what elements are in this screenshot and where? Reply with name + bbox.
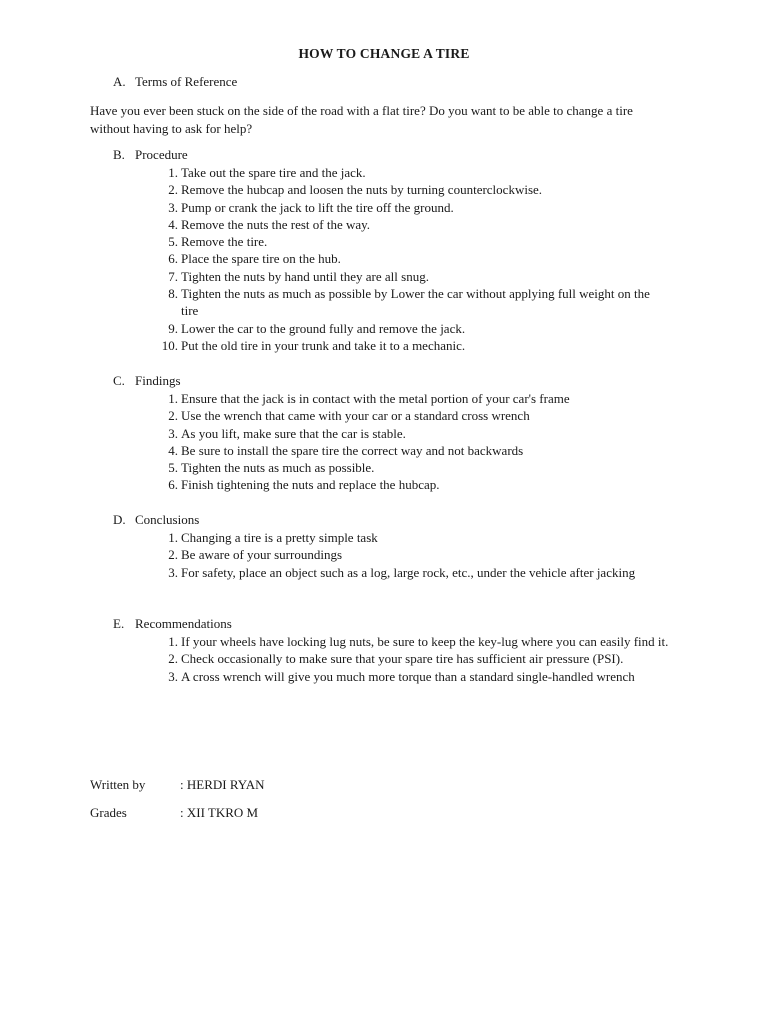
grades-row xyxy=(90,805,258,821)
list-item-text: Changing a tire is a pretty simple task xyxy=(181,530,378,545)
list-item xyxy=(156,320,676,337)
list-item-number: 6. xyxy=(168,251,178,267)
list-item xyxy=(156,199,676,216)
list-item-number: 7. xyxy=(168,268,178,284)
list-item-number: 3. xyxy=(168,564,178,580)
list-item-text: Tighten the nuts as much as possible. xyxy=(181,460,375,476)
list-item xyxy=(156,476,676,493)
list-item-number: 10. xyxy=(161,337,178,353)
list-item-text: For safety, place an object such as a log, large rock, etc., under the vehicle after jacking xyxy=(181,564,636,580)
section-b-letter: B. xyxy=(113,147,125,162)
list-item-text: Put the old tire in your trunk and take it to a mechanic. xyxy=(181,337,466,353)
list-item-number: 2. xyxy=(168,547,178,563)
written-by-label: Written by xyxy=(90,777,146,792)
written-by-value: : HERDI RYAN xyxy=(180,777,265,792)
document-title: HOW TO CHANGE A TIRE xyxy=(298,46,470,61)
list-item xyxy=(156,407,676,424)
list-item-number: 1. xyxy=(168,530,178,545)
section-d-letter: D. xyxy=(113,512,126,527)
section-d-heading xyxy=(113,512,199,528)
list-item-number: 2. xyxy=(168,651,178,667)
list-item xyxy=(156,216,676,233)
section-a-paragraph: Have you ever been stuck on the side of the road with a flat tire? Do you want to be able to change a tire without having to ask for help? xyxy=(90,103,633,136)
list-item-text: Remove the nuts the rest of the way. xyxy=(181,216,371,232)
list-item-text: Finish tightening the nuts and replace the hubcap. xyxy=(181,477,440,493)
section-c-letter: C. xyxy=(113,373,125,388)
list-item-text: Be aware of your surroundings xyxy=(181,547,343,563)
list-item-text: Lower the car to the ground fully and remove the jack. xyxy=(181,320,466,336)
list-item-text: Be sure to install the spare tire the correct way and not backwards xyxy=(181,442,524,458)
list-item-text: Check occasionally to make sure that your spare tire has sufficient air pressure (PSI). xyxy=(181,651,624,667)
recommendations-list xyxy=(156,633,676,685)
list-item-text: If your wheels have locking lug nuts, be sure to keep the key-lug where you can easily find it. xyxy=(181,634,669,649)
list-item xyxy=(156,337,676,354)
list-item-text: Remove the hubcap and loosen the nuts by turning counterclockwise. xyxy=(181,182,543,198)
list-item-text: Place the spare tire on the hub. xyxy=(181,251,341,267)
section-e-letter: E. xyxy=(113,616,125,631)
conclusions-list xyxy=(156,529,676,581)
list-item-number: 5. xyxy=(168,234,178,250)
section-a-letter: A. xyxy=(113,74,126,89)
written-by-row xyxy=(90,777,265,793)
grades-value: : XII TKRO M xyxy=(180,805,259,820)
list-item-text: Pump or crank the jack to lift the tire off the ground. xyxy=(181,199,454,215)
procedure-list xyxy=(156,164,676,354)
list-item xyxy=(156,233,676,250)
list-item-number: 1. xyxy=(168,165,178,180)
list-item xyxy=(156,633,691,650)
list-item xyxy=(156,668,691,685)
list-item-number: 9. xyxy=(168,320,178,336)
list-item-number: 2. xyxy=(168,182,178,198)
list-item xyxy=(156,268,676,285)
list-item xyxy=(156,250,676,267)
list-item xyxy=(156,529,676,546)
list-item xyxy=(156,546,676,563)
list-item-number: 1. xyxy=(168,391,178,406)
section-a-title: Terms of Reference xyxy=(135,74,238,89)
list-item-text: A cross wrench will give you much more torque than a standard single-handled wrench xyxy=(181,668,635,684)
list-item-number: 3. xyxy=(168,668,178,684)
list-item xyxy=(156,425,676,442)
section-a-heading xyxy=(113,74,237,90)
list-item-number: 3. xyxy=(168,425,178,441)
section-e-title: Recommendations xyxy=(135,616,232,631)
list-item-number: 6. xyxy=(168,477,178,493)
list-item-number: 4. xyxy=(168,216,178,232)
findings-list xyxy=(156,390,676,494)
list-item-number: 5. xyxy=(168,460,178,476)
list-item-number: 4. xyxy=(168,442,178,458)
list-item xyxy=(156,181,676,198)
list-item xyxy=(156,285,651,320)
section-b-heading xyxy=(113,147,188,163)
list-item xyxy=(156,442,676,459)
section-d-title: Conclusions xyxy=(135,512,200,527)
list-item-text: Remove the tire. xyxy=(181,234,268,250)
list-item-text: Ensure that the jack is in contact with the metal portion of your car's frame xyxy=(181,391,570,406)
list-item xyxy=(156,164,676,181)
grades-label: Grades xyxy=(90,805,127,820)
list-item xyxy=(156,650,691,667)
section-b-title: Procedure xyxy=(135,147,188,162)
list-item-number: 8. xyxy=(168,286,178,302)
list-item-text: Tighten the nuts as much as possible by Lower the car without applying full weight on the tire xyxy=(181,286,650,319)
list-item-text: Tighten the nuts by hand until they are all snug. xyxy=(181,268,429,284)
list-item xyxy=(156,459,676,476)
list-item xyxy=(156,390,676,407)
list-item-number: 1. xyxy=(168,634,178,649)
section-c-heading xyxy=(113,373,181,389)
list-item-text: Use the wrench that came with your car or a standard cross wrench xyxy=(181,408,530,424)
list-item-number: 3. xyxy=(168,199,178,215)
list-item-text: Take out the spare tire and the jack. xyxy=(181,165,366,180)
list-item xyxy=(156,564,681,581)
section-e-heading xyxy=(113,616,232,632)
list-item-number: 2. xyxy=(168,408,178,424)
section-c-title: Findings xyxy=(135,373,181,388)
list-item-text: As you lift, make sure that the car is stable. xyxy=(181,425,406,441)
